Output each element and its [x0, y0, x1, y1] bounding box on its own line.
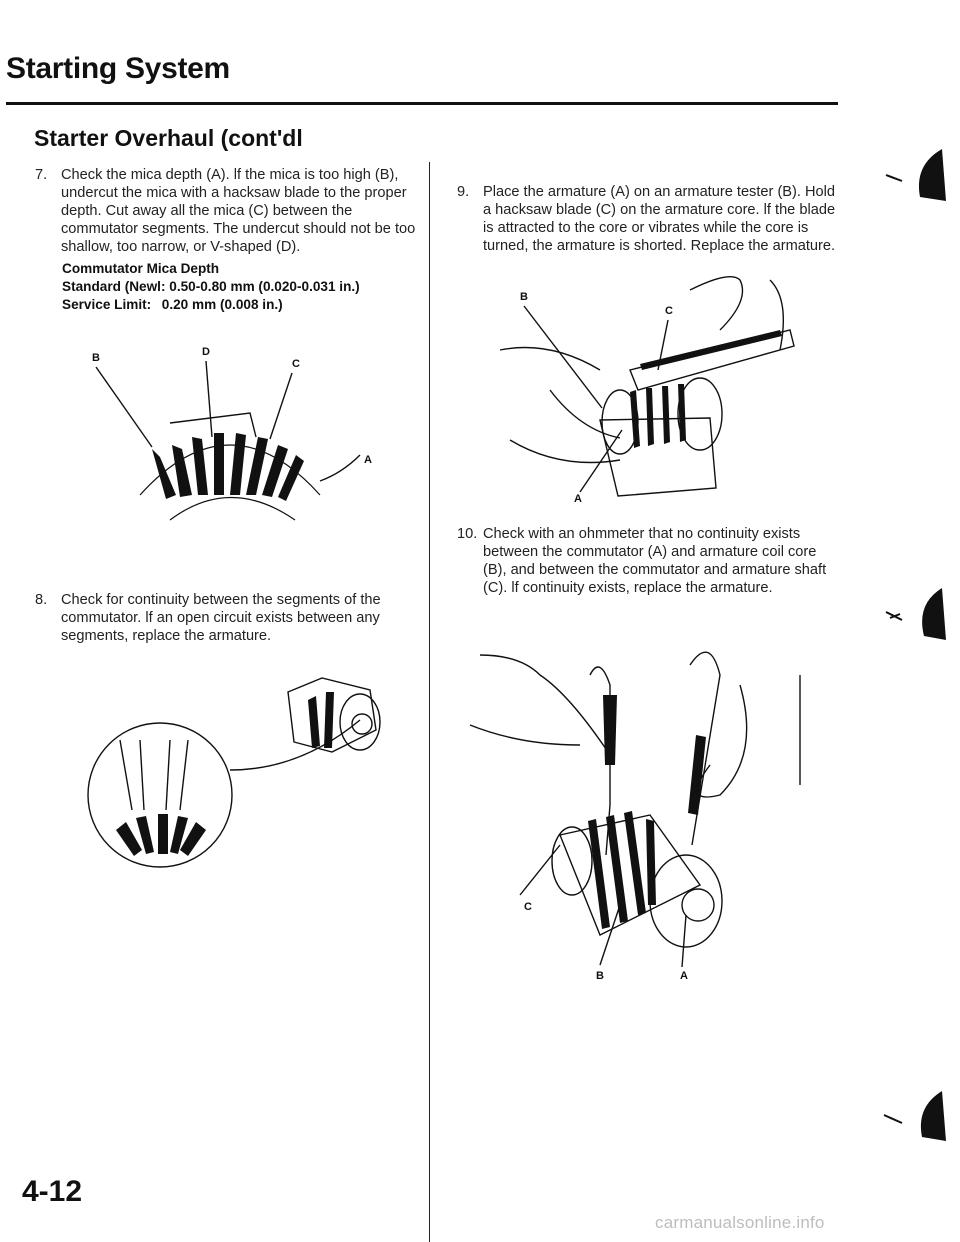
section-title: Starter Overhaul (cont'dl	[34, 125, 303, 151]
watermark: carmanualsonline.info	[655, 1213, 825, 1232]
segment-continuity-figure	[70, 660, 410, 900]
step-number: 8.	[35, 592, 48, 608]
page-title: Starting System	[6, 52, 230, 85]
label-a: A	[364, 454, 372, 466]
step-number: 7.	[35, 167, 48, 183]
label-b: B	[520, 291, 528, 303]
column-divider	[429, 162, 430, 1242]
spec-standard-label: Standard (Newl:	[62, 279, 166, 294]
step-number: 10.	[457, 526, 478, 542]
spec-service-value: 0.20 mm (0.008 in.)	[161, 297, 283, 312]
mica-depth-figure	[80, 345, 400, 535]
step-9	[457, 183, 843, 255]
label-a: A	[680, 970, 688, 982]
label-a: A	[574, 493, 582, 505]
margin-tab-mark-middle	[880, 584, 950, 644]
label-c: C	[524, 901, 532, 913]
step-text: Check for continuity between the segments of the commutator. lf an open circuit exists between any segments, replace the armature.	[61, 592, 381, 644]
page-number: 4-12	[22, 1175, 83, 1208]
margin-tab-mark-top	[880, 145, 950, 205]
mica-depth-spec	[62, 260, 360, 314]
step-7	[35, 166, 421, 256]
label-c: C	[665, 305, 673, 317]
spec-service-label: Service Limit:	[62, 297, 152, 312]
header-rule	[6, 102, 838, 105]
step-number: 9.	[457, 184, 470, 200]
label-b: B	[92, 352, 100, 364]
margin-tab-mark-bottom	[880, 1085, 950, 1145]
step-text: Check the mica depth (A). lf the mica is too high (B), undercut the mica with a hacksaw blade to the proper depth. Cut away all the mica (C) between the commutator segments. The undercut should not be too shallow, too narrow, or V-shaped (D).	[61, 167, 416, 255]
label-d: D	[202, 346, 210, 358]
step-text: Check with an ohmmeter that no continuity exists between the commutator (A) and armature coil core (B), and between the commutator and armature shaft (C). lf continuity exists, replace the armature.	[483, 526, 827, 596]
spec-title: Commutator Mica Depth	[62, 261, 220, 276]
step-8	[35, 591, 421, 645]
step-10	[457, 525, 843, 597]
ohmmeter-check-figure	[460, 615, 820, 995]
label-b: B	[596, 970, 604, 982]
label-c: C	[292, 358, 300, 370]
armature-tester-figure	[490, 270, 830, 510]
spec-standard-value: 0.50-0.80 mm (0.020-0.031 in.)	[169, 279, 360, 294]
step-text: Place the armature (A) on an armature tester (B). Hold a hacksaw blade (C) on the armature core. lf the blade is attracted to the core or vibrates while the core is turned, the armature is shorted. Replace the armature.	[483, 184, 836, 254]
